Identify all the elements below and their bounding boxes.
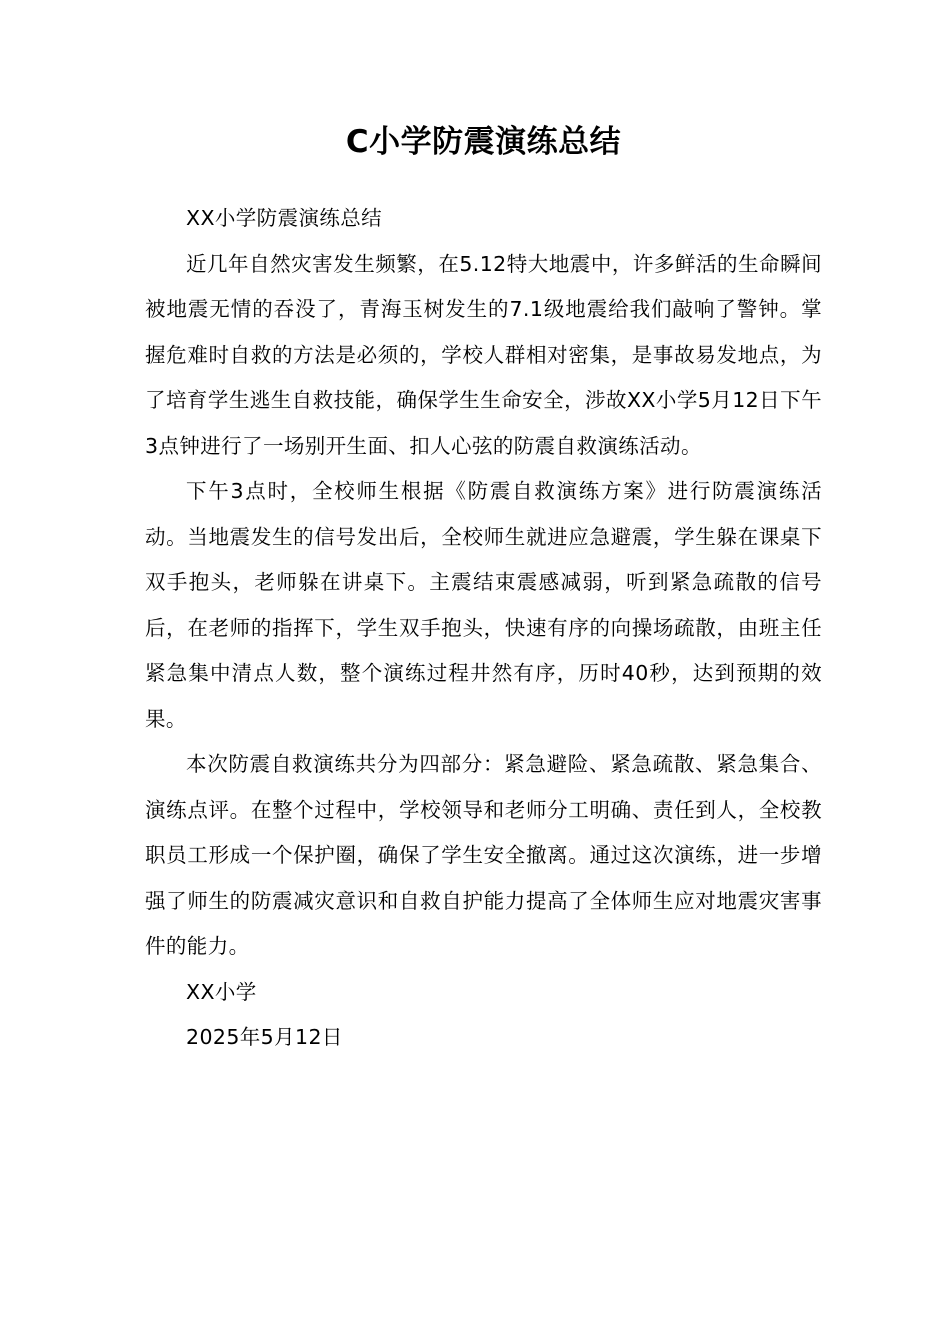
signature-date: 2025年5月12日 — [186, 1025, 343, 1049]
document-body — [145, 196, 822, 1061]
signature-school: XX小学 — [186, 979, 257, 1004]
paragraph-intro: 近几年自然灾害发生频繁，在5.12特大地震中，许多鲜活的生命瞬间被地震无情的吞没了，青海玉树发生的7.1级地震给我们敲响了警钟。掌握危难时自救的方法是必须的，学校人群相对密集，是事故易发地点，为了培育学生逃生自救技能，确保学生生命安全，涉故XX小学5月12日下午3点钟进行了一场别开生面、扣人心弦的防震自救演练活动。 — [145, 251, 822, 458]
paragraph-drill-process: 下午3点时，全校师生根据《防震自救演练方案》进行防震演练活动。当地震发生的信号发出后，全校师生就进应急避震，学生躲在课桌下双手抱头，老师躲在讲桌下。主震结束震感减弱，听到紧急疏散的信号后，在老师的指挥下，学生双手抱头，快速有序的向操场疏散，由班主任紧急集中清点人数，整个演练过程井然有序，历时40秒，达到预期的效果。 — [145, 479, 822, 731]
paragraph-summary: 本次防震自救演练共分为四部分：紧急避险、紧急疏散、紧急集合、演练点评。在整个过程中，学校领导和老师分工明确、责任到人，全校教职员工形成一个保护圈，确保了学生安全撤离。通过这次演练，进一步增强了师生的防震减灾意识和自救自护能力提高了全体师生应对地震灾害事件的能力。 — [145, 752, 822, 958]
document-subtitle: XX小学防震演练总结 — [186, 206, 383, 230]
document-title: C小学防震演练总结 — [345, 124, 622, 160]
